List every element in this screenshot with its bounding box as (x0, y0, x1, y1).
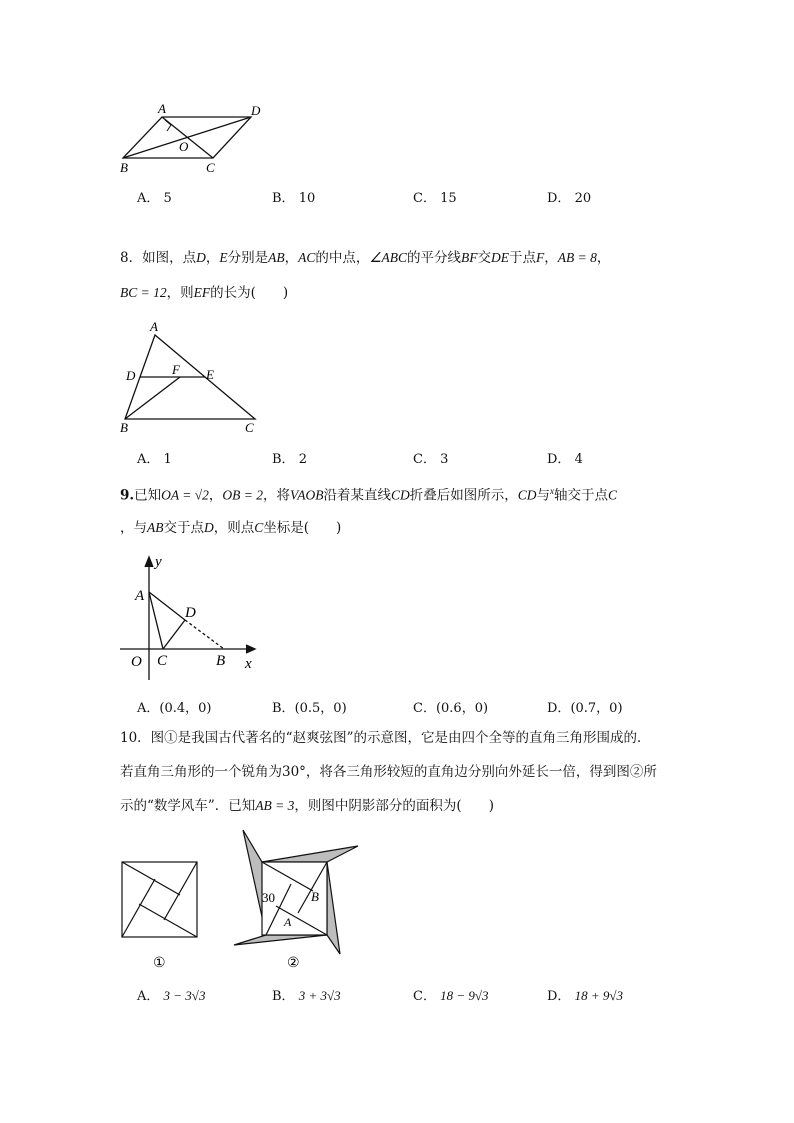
q8-label-f: F (172, 362, 180, 377)
q7-label-a: A (158, 101, 166, 116)
q9-label-o: O (131, 654, 142, 670)
q10-option-b[interactable]: B． 3 + 3√3 (272, 988, 341, 1004)
q7-option-a[interactable]: A． 5 (137, 191, 172, 206)
q8-question-line1: 8．如图，点D，E分别是AB，AC的中点，∠ABC的平分线BF交DE于点F，AB = 8， (120, 250, 611, 266)
q8-option-a[interactable]: A． 1 (137, 452, 172, 467)
q10-question-line1: 10．图①是我国古代著名的“赵爽弦图”的示意图，它是由四个全等的直角三角形围成的． (120, 730, 651, 746)
q9-question-line2: ，与AB交于点D，则点C坐标是( ) (120, 520, 342, 536)
q10-option-c[interactable]: C． 18 − 9√3 (413, 988, 489, 1004)
q7-label-c: C (206, 160, 215, 175)
q9-label-a: A (135, 588, 145, 604)
q10-figure-2-label-b: B (311, 889, 319, 904)
q7-option-c[interactable]: C． 15 (413, 191, 457, 206)
q9-option-d[interactable]: D．(0.7，0) (547, 701, 623, 716)
q10-figure-2-angle-label: 30 (262, 890, 275, 905)
q8-label-a: A (150, 319, 158, 334)
q8-option-d[interactable]: D． 4 (547, 452, 583, 467)
q10-question-line2: 若直角三角形的一个锐角为30°，将各三角形较短的直角边分别向外延长一倍，得到图②所 (120, 764, 657, 780)
q8-label-b: B (120, 420, 128, 435)
q9-option-a[interactable]: A．(0.4，0) (137, 701, 212, 716)
q7-label-o: O (179, 139, 189, 154)
q8-question-line2: BC = 12，则EF的长为( ) (120, 285, 289, 301)
q9-question-line1: 9.已知OA = √2，OB = 2，将VAOB沿着某直线CD折叠后如图所示，CD与$^x$轴交于点C (120, 486, 618, 504)
q8-label-e: E (206, 367, 214, 382)
q9-label-b: B (216, 653, 226, 669)
q8-label-d: D (126, 368, 136, 383)
q10-figure-2-label-a: A (284, 915, 292, 929)
q9-label-c: C (157, 653, 168, 669)
q10-question-line3: 示的“数学风车”．已知AB = 3，则图中阴影部分的面积为( ) (120, 798, 494, 814)
q7-option-b[interactable]: B． 10 (272, 191, 316, 206)
q8-label-c: C (245, 420, 254, 435)
q9-option-c[interactable]: C．(0.6，0) (413, 701, 489, 716)
q9-label-y: y (155, 554, 162, 570)
q10-figure-1-caption: ① (153, 956, 166, 971)
q10-figure-2-caption: ② (287, 956, 300, 971)
q8-option-c[interactable]: C． 3 (413, 452, 449, 467)
q7-label-d: D (251, 103, 261, 118)
q8-option-b[interactable]: B． 2 (272, 452, 307, 467)
q7-label-b: B (120, 160, 128, 175)
q9-label-d: D (185, 605, 196, 621)
q10-option-a[interactable]: A． 3 − 3√3 (137, 988, 206, 1004)
q7-option-d[interactable]: D． 20 (547, 191, 592, 206)
q10-option-d[interactable]: D． 18 + 9√3 (547, 988, 623, 1004)
q9-label-x: x (245, 656, 252, 672)
q9-option-b[interactable]: B．(0.5，0) (272, 701, 347, 716)
